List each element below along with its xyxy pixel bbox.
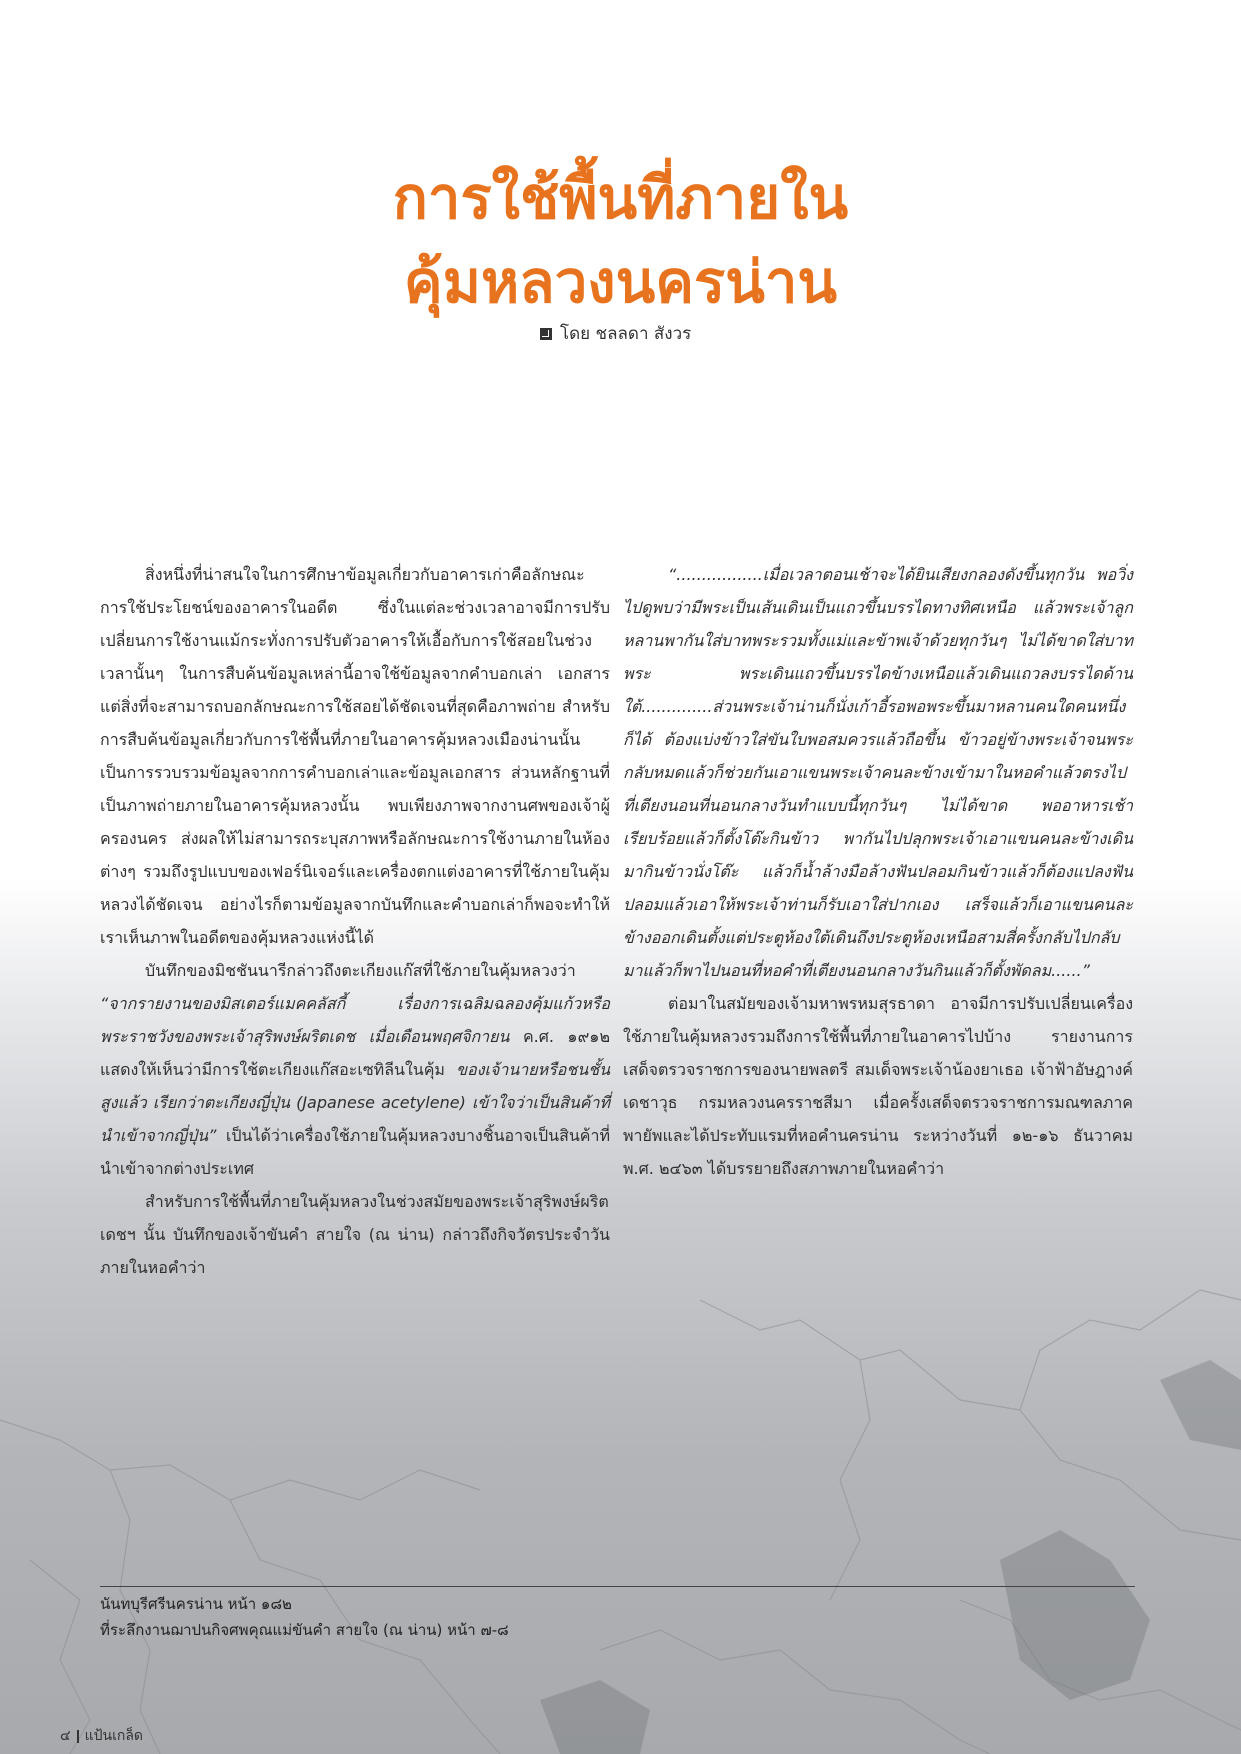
byline-bullet-icon [540, 328, 552, 340]
section-name: แป้นเกล็ด [84, 1728, 144, 1744]
paragraph: สำหรับการใช้พื้นที่ภายในคุ้มหลวงในช่วงสมัยของพระเจ้าสุริพงษ์ผริตเดชฯ นั้น บันทึกของเจ้าขันคำ สายใจ (ณ น่าน) กล่าวถึงกิจวัตรประจำวันภายในหอคำว่า [100, 1192, 610, 1277]
article-title-line-2: คุ้มหลวงนครน่าน [403, 248, 838, 316]
page-number: ๔ [60, 1728, 71, 1744]
paragraph [100, 954, 610, 1185]
footnote: นันทบุรีศรีนครน่าน หน้า ๑๘๒ [100, 1595, 292, 1613]
separator [77, 1730, 79, 1743]
quote-text: “จากรายงานของมิสเตอร์แมคคลัสกี้ เรื่องการเฉลิมฉลองคุ้มแก้วหรือพระราชวังของพระเจ้าสุริพงษ์ผริตเดช เมื่อเดือนพฤศจิกายน [100, 994, 610, 1046]
paragraph: ต่อมาในสมัยของเจ้ามหาพรหมสุรธาดา อาจมีการปรับเปลี่ยนเครื่องใช้ภายในคุ้มหลวงรวมถึงการใช้พื้นที่ภายในอาคารไปบ้าง รายงานการเสด็จตรวจราชการของนายพลตรี สมเด็จพระเจ้าน้องยาเธอ เจ้าฟ้าอัษฎางค์เดชาวุธ กรมหลวงนครราชสีมา เมื่อครั้งเสด็จตรวจราชการมณฑลภาคพายัพและได้ประทับแรมที่หอคำนครน่าน ระหว่างวันที่ ๑๒-๑๖ ธันวาคม พ.ศ. ๒๔๖๓ ได้บรรยายถึงสภาพภายในหอคำว่า [623, 994, 1133, 1178]
paragraph-text: ค.ศ. ๑๙๑๒ แสดงให้เห็นว่ามีการใช้ตะเกียงแก๊สอะเซทิลีนในคุ้ม [100, 1027, 611, 1079]
author-byline [540, 320, 691, 347]
paragraph-intro: บันทึกของมิชชันนารีกล่าวถึงตะเกียงแก๊สที่ใช้ภายในคุ้มหลวงว่า [145, 961, 576, 980]
right-column [623, 558, 1133, 1185]
paragraph-text: เป็นได้ว่าเครื่องใช้ภายในคุ้มหลวงบางชิ้นอาจเป็นสินค้าที่นำเข้าจากต่างประเทศ [100, 1126, 610, 1178]
left-column [100, 558, 610, 1284]
footnote: ที่ระลึกงานฌาปนกิจศพคุณแม่ขันคำ สายใจ (ณ น่าน) หน้า ๗-๘ [100, 1621, 509, 1639]
quote-text: ของเจ้านายหรือชนชั้นสูงแล้ว เรียกว่าตะเกียงญี่ปุ่น (Japanese acetylene) เข้าใจว่าเป็นสินค้าที่นำเข้าจากญี่ปุ่น” [100, 1060, 610, 1145]
block-quote: “.................เมื่อเวลาตอนเช้าจะได้ยินเสียงกลองดังขึ้นทุกวัน พอวิ่งไปดูพบว่ามีพระเป็นเส้นเดินเป็นแถวขึ้นบรรไดทางทิศเหนือ แล้วพระเจ้าลูกหลานพากันใส่บาทพระรวมทั้งแม่และข้าพเจ้าด้วยทุกวันๆ ไม่ได้ขาดใส่บาทพระ พระเดินแถวขึ้นบรรไดข้างเหนือแล้วเดินแถวลงบรรไดด้านใต้..............ส่วนพระเจ้าน่านก็นั่งเก้าอี้รอพอพระขึ้นมาหลานคนใดคนหนึ่งก็ได้ ต้องแบ่งข้าวใส่ขันใบพอสมควรแล้วถือขึ้น ข้าวอยู่ข้างพระเจ้าจนพระกลับหมดแล้วก็ช่วยกันเอาแขนพระเจ้าคนละข้างเข้ามาในหอคำแล้วตรงไปที่เตียงนอนที่นอนกลางวันทำแบบนี้ทุกวันๆ ไม่ได้ขาด พออาหารเช้าเรียบร้อยแล้วก็ตั้งโต๊ะกินข้าว พากันไปปลุกพระเจ้าเอาแขนคนละข้างเดินมากินข้าวนั่งโต๊ะ แล้วก็น้ำล้างมือล้างฟันปลอมกินข้าวแล้วก็ต้องแปลงฟันปลอมแล้วเอาให้พระเจ้าท่านก็รับเอาใส่ปากเอง เสร็จแล้วก็เอาแขนคนละข้างออกเดินตั้งแต่ประตูห้องใต้เดินถึงประตูห้องเหนือสามสี่ครั้งกลับไปกลับมาแล้วก็พาไปนอนที่หอคำที่เตียงนอนกลางวันกินแล้วก็ตั้งพัดลม......” [623, 565, 1133, 980]
article-title-line-1: การใช้พื้นที่ภายใน [392, 164, 849, 232]
author-name: โดย ชลลดา สังวร [560, 324, 692, 344]
page-footer [60, 1725, 143, 1747]
paragraph: สิ่งหนึ่งที่น่าสนใจในการศึกษาข้อมูลเกี่ยวกับอาคารเก่าคือลักษณะการใช้ประโยชน์ของอาคารในอดีต ซึ่งในแต่ละช่วงเวลาอาจมีการปรับเปลี่ยนการใช้งานแม้กระทั่งการปรับตัวอาคารให้เอื้อกับการใช้สอยในช่วงเวลานั้นๆ ในการสืบค้นข้อมูลเหล่านี้อาจใช้ข้อมูลจากคำบอกเล่า เอกสาร แต่สิ่งที่จะสามารถบอกลักษณะการใช้สอยได้ชัดเจนที่สุดคือภาพถ่าย สำหรับการสืบค้นข้อมูลเกี่ยวกับการใช้พื้นที่ภายในอาคารคุ้มหลวงเมืองน่านนั้น เป็นการรวบรวมข้อมูลจากการคำบอกเล่าและข้อมูลเอกสาร ส่วนหลักฐานที่เป็นภาพถ่ายภายในอาคารคุ้มหลวงนั้น พบเพียงภาพจากงานศพของเจ้าผู้ครองนคร ส่งผลให้ไม่สามารถระบุสภาพหรือลักษณะการใช้งานภายในห้องต่างๆ รวมถึงรูปแบบของเฟอร์นิเจอร์และเครื่องตกแต่งอาคารที่ใช้ภายในคุ้มหลวงได้ชัดเจน อย่างไรก็ตามข้อมูลจากบันทึกและคำบอกเล่าก็พอจะทำให้เราเห็นภาพในอดีตของคุ้มหลวงแห่งนี้ได้ [100, 565, 610, 947]
footnote-divider [100, 1586, 1135, 1587]
